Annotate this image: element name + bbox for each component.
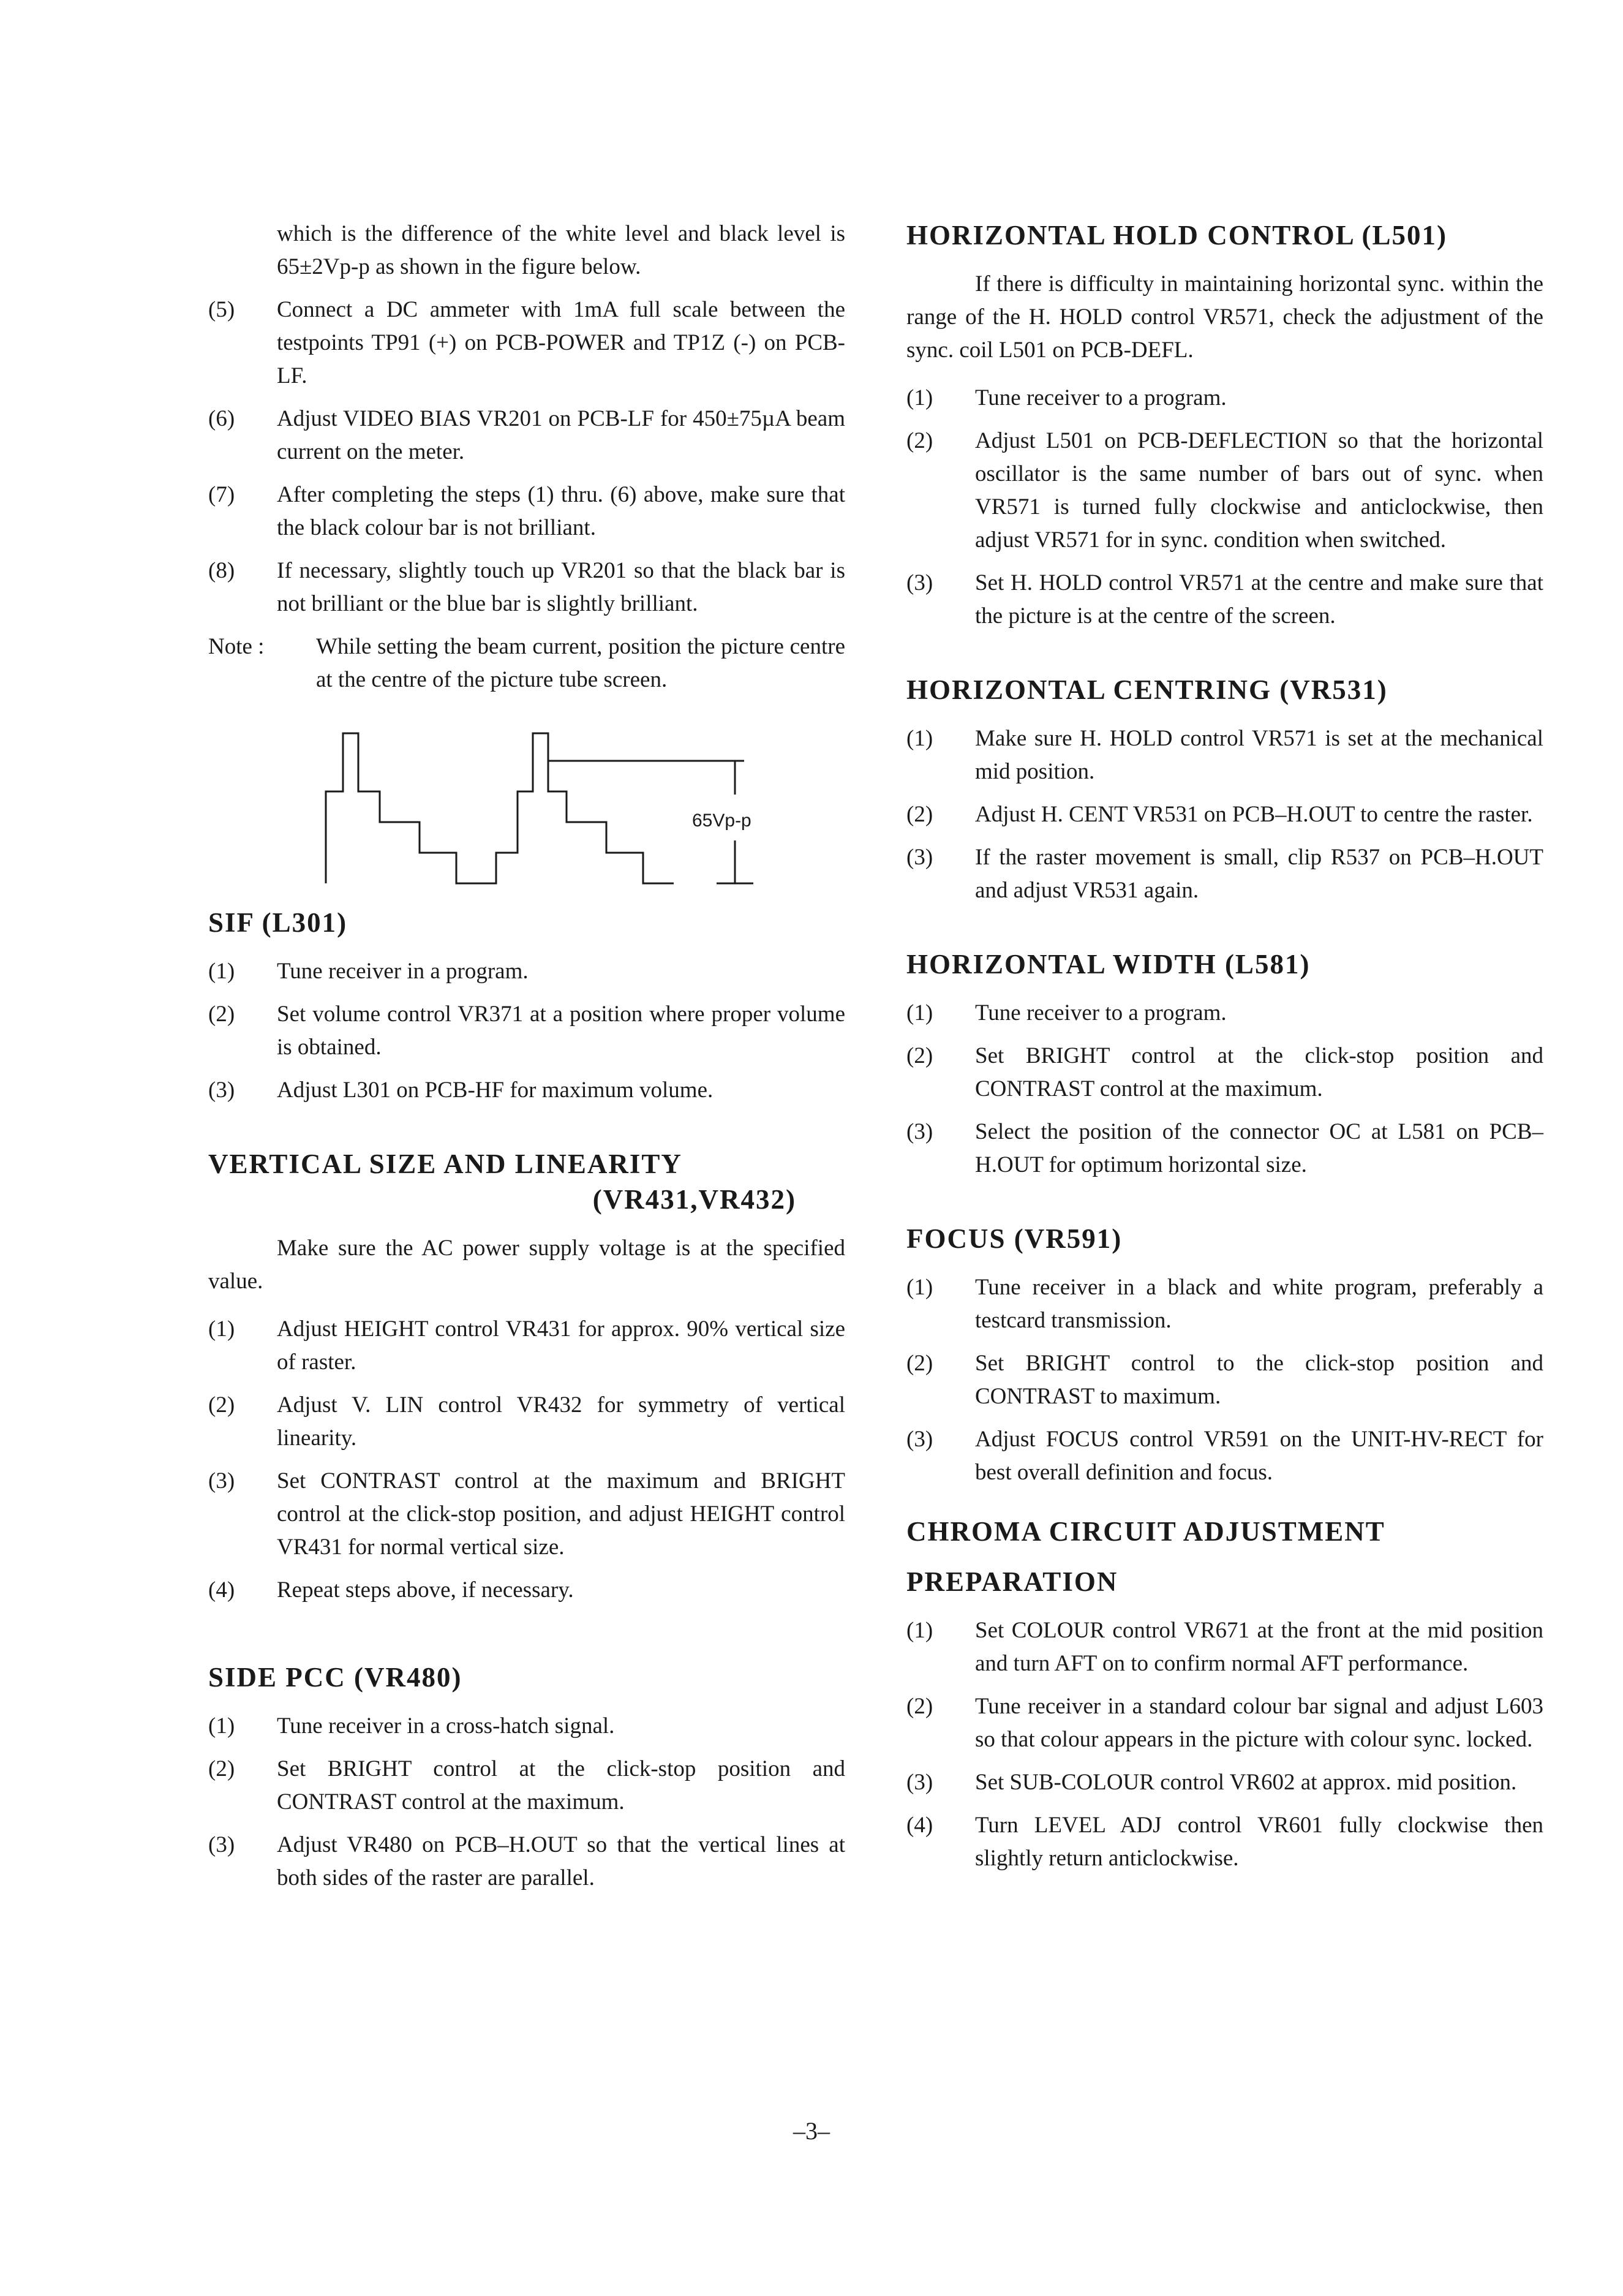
- step-text: Adjust FOCUS control VR591 on the UNIT-HV-RECT for best overall definition and focus.: [975, 1427, 1543, 1485]
- list-item: [906, 1271, 1543, 1337]
- page-number: –3–: [793, 2117, 830, 2145]
- section-heading-chroma: CHROMA CIRCUIT ADJUSTMENT: [906, 1516, 1385, 1547]
- list-item: [208, 1574, 845, 1607]
- list-item: [208, 955, 845, 988]
- list-item: [906, 841, 1543, 907]
- step-number: (1): [906, 1000, 933, 1025]
- step-text: Set CONTRAST control at the maximum and BRIGHT control at the click-stop position, and adjust HEIGHT control VR431 for normal vertical size.: [277, 1468, 845, 1560]
- step-number: (1): [906, 385, 933, 410]
- step-number: (3): [208, 1078, 235, 1103]
- step-number: (1): [906, 1618, 933, 1643]
- section-heading-hcent: HORIZONTAL CENTRING (VR531): [906, 674, 1388, 705]
- step-text: Set H. HOLD control VR571 at the centre and make sure that the picture is at the centre of the screen.: [975, 570, 1543, 629]
- list-item: [906, 1690, 1543, 1756]
- section-intro: If there is difficulty in maintaining horizontal sync. within the range of the H. HOLD control VR571, check the adjustment of the sync. coil L501 on PCB-DEFL.: [906, 271, 1543, 363]
- section-heading-hhold: HORIZONTAL HOLD CONTROL (L501): [906, 220, 1448, 251]
- list-item: [208, 1829, 845, 1895]
- left-column: [208, 217, 845, 1905]
- step-text: Connect a DC ammeter with 1mA full scale between the testpoints TP91 (+) on PCB-POWER and TP1Z (-) on PCB-LF.: [277, 297, 845, 388]
- step-text: Repeat steps above, if necessary.: [277, 1577, 574, 1603]
- step-text: Adjust HEIGHT control VR431 for approx. 90% vertical size of raster.: [277, 1316, 845, 1375]
- step-text: Adjust H. CENT VR531 on PCB–H.OUT to centre the raster.: [975, 802, 1533, 827]
- list-item: [208, 402, 845, 469]
- step-number: (2): [208, 1002, 235, 1027]
- step-number: (3): [906, 1119, 933, 1144]
- list-item: [906, 425, 1543, 557]
- step-number: (3): [906, 1770, 933, 1795]
- section-heading-vertical: VERTICAL SIZE AND LINEARITY: [208, 1149, 682, 1179]
- step-text: Turn LEVEL ADJ control VR601 fully clockwise then slightly return anticlockwise.: [975, 1813, 1543, 1871]
- list-item: [208, 293, 845, 393]
- step-number: (3): [208, 1468, 235, 1494]
- step-number: (1): [208, 959, 235, 984]
- step-number: (2): [208, 1392, 235, 1418]
- step-text: If necessary, slightly touch up VR201 so that the black bar is not brilliant or the blue bar is slightly brilliant.: [277, 558, 845, 616]
- step-text: Set SUB-COLOUR control VR602 at approx. mid position.: [975, 1770, 1517, 1795]
- note-label: Note :: [208, 634, 265, 659]
- list-item: [208, 998, 845, 1064]
- step-text: Adjust V. LIN control VR432 for symmetry of vertical linearity.: [277, 1392, 845, 1451]
- step-text: Tune receiver in a cross-hatch signal.: [277, 1713, 615, 1739]
- list-item: [208, 1389, 845, 1455]
- list-item: [208, 1710, 845, 1743]
- list-item: [906, 722, 1543, 788]
- section-subheading-preparation: PREPARATION: [906, 1566, 1118, 1597]
- section-heading-sif: SIF (L301): [208, 907, 348, 938]
- waveform-diagram: [325, 709, 790, 886]
- list-item: [208, 1465, 845, 1564]
- step-text: Adjust VR480 on PCB–H.OUT so that the vertical lines at both sides of the raster are parallel.: [277, 1832, 845, 1890]
- step-number: (8): [208, 558, 235, 583]
- step-number: (3): [906, 845, 933, 870]
- step-text: Set COLOUR control VR671 at the front at the mid position and turn AFT on to confirm normal AFT performance.: [975, 1618, 1543, 1676]
- list-item: [906, 1614, 1543, 1680]
- list-item: [208, 1074, 845, 1107]
- list-item: [208, 1313, 845, 1379]
- list-item: [906, 1423, 1543, 1489]
- step-text: Tune receiver to a program.: [975, 1000, 1227, 1025]
- step-text: Make sure H. HOLD control VR571 is set at the mechanical mid position.: [975, 726, 1543, 784]
- list-item: [208, 478, 845, 545]
- step-number: (5): [208, 297, 235, 322]
- step-text: Tune receiver in a black and white program, preferably a testcard transmission.: [975, 1275, 1543, 1333]
- right-column: [906, 217, 1543, 1885]
- list-item: [906, 798, 1543, 831]
- waveform-trace: [326, 733, 674, 883]
- step-number: (3): [208, 1832, 235, 1857]
- step-number: (1): [208, 1316, 235, 1342]
- step-number: (1): [208, 1713, 235, 1739]
- step-text: Tune receiver in a program.: [277, 959, 529, 984]
- step-number: (3): [906, 570, 933, 595]
- step-number: (2): [906, 802, 933, 827]
- step-text: Tune receiver to a program.: [975, 385, 1227, 410]
- step-number: (1): [906, 726, 933, 751]
- list-item: [906, 567, 1543, 633]
- step-text: Set volume control VR371 at a position where proper volume is obtained.: [277, 1002, 845, 1060]
- step-number: (2): [906, 1694, 933, 1719]
- step-text: Adjust VIDEO BIAS VR201 on PCB-LF for 450±75µA beam current on the meter.: [277, 406, 845, 464]
- step-number: (3): [906, 1427, 933, 1452]
- step-number: (4): [208, 1577, 235, 1603]
- list-item: [906, 1766, 1543, 1799]
- step-number: (2): [906, 428, 933, 453]
- step-text: If the raster movement is small, clip R537 on PCB–H.OUT and adjust VR531 again.: [975, 845, 1543, 903]
- section-heading-vertical-sub: (VR431,VR432): [592, 1184, 796, 1215]
- section-heading-side-pcc: SIDE PCC (VR480): [208, 1662, 462, 1693]
- list-item: [906, 1809, 1543, 1875]
- step-text: Tune receiver in a standard colour bar signal and adjust L603 so that colour appears in the picture with colour sync. locked.: [975, 1694, 1543, 1752]
- section-intro: Make sure the AC power supply voltage is at the specified value.: [208, 1236, 845, 1294]
- step-text: Select the position of the connector OC at L581 on PCB–H.OUT for optimum horizontal size.: [975, 1119, 1543, 1177]
- section-heading-hwidth: HORIZONTAL WIDTH (L581): [906, 949, 1311, 980]
- step-text: Set BRIGHT control to the click-stop position and CONTRAST to maximum.: [975, 1351, 1543, 1409]
- step-number: (2): [906, 1043, 933, 1068]
- step-text: Adjust L301 on PCB-HF for maximum volume.: [277, 1078, 714, 1103]
- step-text: Set BRIGHT control at the click-stop position and CONTRAST control at the maximum.: [975, 1043, 1543, 1101]
- list-item: [906, 1040, 1543, 1106]
- step-text: After completing the steps (1) thru. (6) above, make sure that the black colour bar is not brilliant.: [277, 482, 845, 540]
- list-item: [906, 1116, 1543, 1182]
- note-text: While setting the beam current, position the picture centre at the centre of the picture tube screen.: [316, 634, 845, 692]
- step-number: (6): [208, 406, 235, 431]
- step-text: Adjust L501 on PCB-DEFLECTION so that the horizontal oscillator is the same number of bars out of sync. when VR571 is turned fully clockwise and anticlockwise, then adjust VR571 for in sync. condition when switched.: [975, 428, 1543, 553]
- step-number: (2): [208, 1756, 235, 1781]
- section-heading-focus: FOCUS (VR591): [906, 1223, 1123, 1254]
- step-number: (1): [906, 1275, 933, 1300]
- step-text: Set BRIGHT control at the click-stop position and CONTRAST control at the maximum.: [277, 1756, 845, 1815]
- list-item: [208, 1753, 845, 1819]
- list-item: [906, 382, 1543, 415]
- list-item: [906, 1347, 1543, 1413]
- list-item: [208, 554, 845, 621]
- step-number: (2): [906, 1351, 933, 1376]
- amplitude-label: 65Vp-p: [692, 810, 751, 831]
- step-number: (7): [208, 482, 235, 507]
- step-number: (4): [906, 1813, 933, 1838]
- note: [208, 630, 845, 697]
- intro-continuation: which is the difference of the white level and black level is 65±2Vp-p as shown in the figure below.: [277, 221, 845, 279]
- list-item: [906, 997, 1543, 1030]
